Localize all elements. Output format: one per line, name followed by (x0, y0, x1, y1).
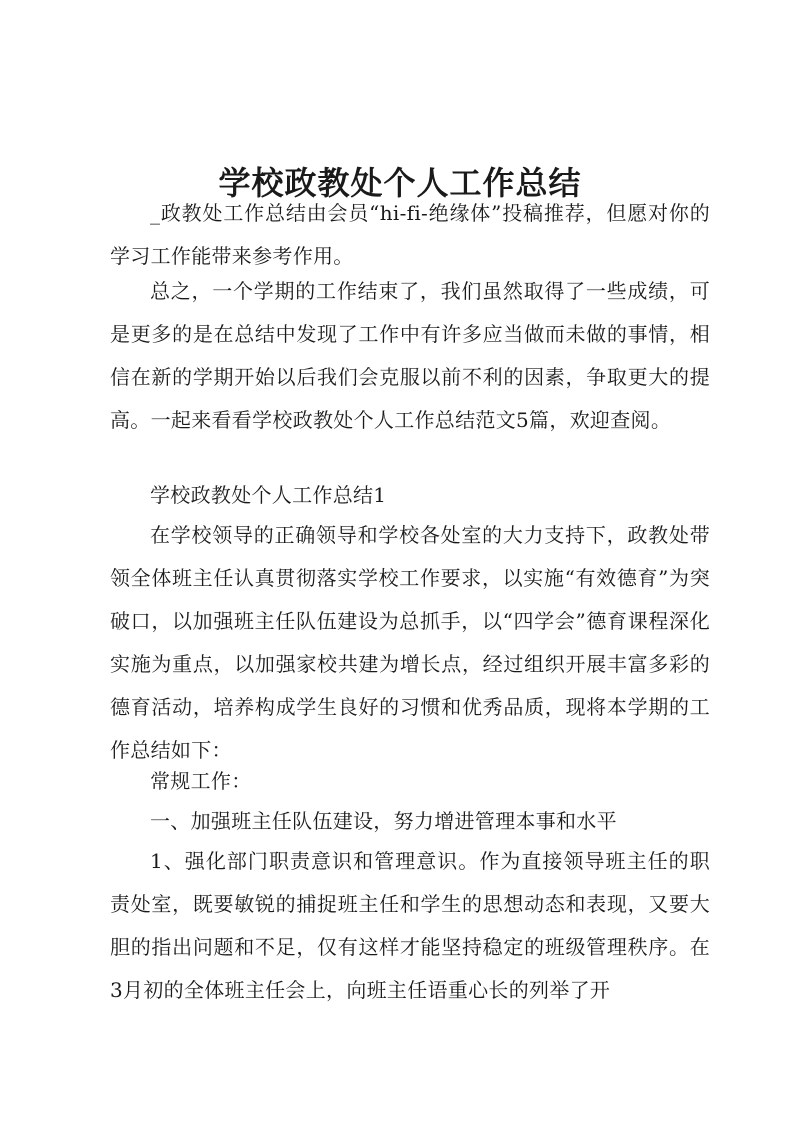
document-title: 学校政教处个人工作总结 (218, 164, 582, 203)
intro-paragraph: _政教处工作总结由会员“hi-fi-绝缘体”投稿推荐，但愿对你的学习工作能带来参考作用。 (110, 201, 710, 268)
section-heading: 学校政教处个人工作总结1 (150, 483, 387, 507)
point-heading: 一、加强班主任队伍建设，努力增进管理本事和水平 (150, 809, 617, 833)
body-paragraph: 在学校领导的正确领导和学校各处室的大力支持下，政教处带领全体班主任认真贯彻落实学校工作要求，以实施“有效德育”为突破口，以加强班主任队伍建设为总抓手，以“四学会”德育课程深化实施为重点，以加强家校共建为增长点，经过组织开展丰富多彩的德育活动，培养构成学生良好的习惯和优秀品质，现将本学期的工作总结如下： (110, 523, 710, 762)
summary-paragraph: 总之，一个学期的工作结束了，我们虽然取得了一些成绩，可是更多的是在总结中发现了工作中有许多应当做而未做的事情，相信在新的学期开始以后我们会克服以前不利的因素，争取更大的提高。一起来看看学校政教处个人工作总结范文5篇，欢迎查阅。 (110, 279, 710, 432)
point-paragraph: 1、强化部门职责意识和管理意识。作为直接领导班主任的职责处室，既要敏锐的捕捉班主任和学生的思想动态和表现，又要大胆的指出问题和不足，仅有这样才能坚持稳定的班级管理秩序。在3月初的全体班主任会上，向班主任语重心长的列举了开 (110, 849, 710, 1002)
subsection-heading: 常规工作： (150, 769, 252, 793)
